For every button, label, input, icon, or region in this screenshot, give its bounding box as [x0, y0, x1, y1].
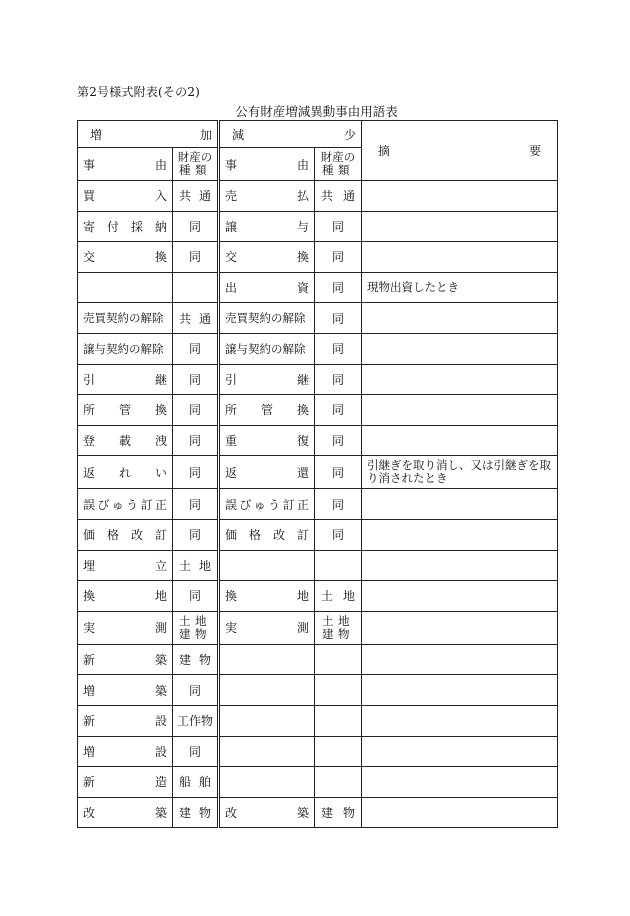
increase-type-cell	[173, 519, 219, 550]
reason-text: 換 地	[83, 589, 167, 604]
reason-text: 引 継	[225, 372, 309, 387]
decrease-type-cell	[315, 767, 362, 798]
decrease-type-cell	[315, 425, 362, 456]
decrease-header	[219, 121, 362, 148]
reason-text: 譲与契約の解除	[225, 341, 306, 356]
property-type-text: 同	[331, 311, 344, 326]
property-type-text: 同	[188, 434, 201, 449]
increase-reason-cell	[78, 736, 173, 767]
property-type-text: 同	[331, 342, 344, 357]
increase-header	[78, 121, 219, 148]
decrease-reason-cell	[219, 425, 315, 456]
decrease-reason-cell	[219, 705, 315, 736]
table-row	[78, 425, 558, 456]
property-type-text: 同	[188, 744, 201, 759]
property-type-text: 同	[188, 219, 201, 234]
property-type-text: 同	[331, 528, 344, 543]
summary-cell	[362, 181, 558, 212]
decrease-type-cell	[315, 333, 362, 364]
reason-text: 誤 び ゅ う 訂 正	[83, 497, 167, 512]
decrease-reason-cell	[219, 644, 315, 675]
decrease-type-cell	[315, 211, 362, 242]
decrease-type-cell	[315, 519, 362, 550]
property-type-text: 同	[188, 528, 201, 543]
increase-reason-cell	[78, 333, 173, 364]
increase-type-cell	[173, 395, 219, 426]
reason-text: 増 築	[83, 683, 167, 698]
increase-type-cell	[173, 489, 219, 520]
summary-cell	[362, 333, 558, 364]
property-type-text: 同	[331, 465, 344, 480]
increase-reason-header	[78, 148, 173, 181]
increase-type-cell	[173, 550, 219, 581]
increase-type-cell	[173, 767, 219, 798]
summary-cell	[362, 211, 558, 242]
summary-cell	[362, 272, 558, 303]
increase-reason-cell	[78, 675, 173, 706]
increase-reason-cell	[78, 364, 173, 395]
increase-reason-cell	[78, 644, 173, 675]
terms-table	[77, 120, 558, 828]
table-row	[78, 456, 558, 489]
table-row	[78, 705, 558, 736]
reason-text: 売買契約の解除	[225, 311, 306, 326]
increase-label: 増 加	[90, 127, 212, 142]
property-type-text: 同	[188, 589, 201, 604]
property-type-text: 同	[331, 250, 344, 265]
table-row	[78, 550, 558, 581]
increase-reason-cell	[78, 211, 173, 242]
reason-text: 交 換	[225, 250, 309, 265]
summary-cell	[362, 489, 558, 520]
property-type-text: 同	[188, 683, 201, 698]
increase-type-cell	[173, 242, 219, 273]
property-type-text: 同	[331, 281, 344, 296]
summary-cell	[362, 519, 558, 550]
increase-reason-cell	[78, 425, 173, 456]
table-row	[78, 736, 558, 767]
increase-type-cell	[173, 644, 219, 675]
decrease-reason-cell	[219, 303, 315, 334]
table-row	[78, 767, 558, 798]
header-row-1	[78, 121, 558, 148]
summary-cell	[362, 364, 558, 395]
summary-cell	[362, 767, 558, 798]
increase-type-cell	[173, 333, 219, 364]
increase-type-cell	[173, 211, 219, 242]
property-type-text: 共 通	[179, 189, 211, 204]
reason-text: 出 資	[225, 281, 309, 296]
table-row	[78, 242, 558, 273]
summary-cell	[362, 550, 558, 581]
reason-text: 新 造	[83, 775, 167, 790]
summary-text: 現物出資したとき	[367, 280, 459, 295]
table-row	[78, 519, 558, 550]
reason-text: 改 築	[83, 805, 167, 820]
increase-type-cell	[173, 425, 219, 456]
increase-type-cell	[173, 272, 219, 303]
table-row	[78, 181, 558, 212]
summary-cell	[362, 675, 558, 706]
table-row	[78, 395, 558, 426]
increase-type-cell	[173, 705, 219, 736]
increase-type-cell	[173, 675, 219, 706]
table-row	[78, 303, 558, 334]
decrease-type-cell	[315, 456, 362, 489]
table-row	[78, 675, 558, 706]
reason-text: 売 払	[225, 189, 309, 204]
increase-reason-cell	[78, 303, 173, 334]
table-row	[78, 333, 558, 364]
increase-reason-cell	[78, 395, 173, 426]
property-type-label: 財産の 種 類	[320, 150, 356, 177]
decrease-reason-cell	[219, 364, 315, 395]
decrease-type-header	[315, 148, 362, 181]
decrease-type-cell	[315, 797, 362, 828]
summary-text: 引継ぎを取り消し、又は引継ぎを取り消されたとき	[367, 458, 551, 486]
table-row	[78, 581, 558, 612]
decrease-type-cell	[315, 581, 362, 612]
table-row	[78, 489, 558, 520]
reason-text: 価 格 改 訂	[225, 528, 309, 543]
table-row	[78, 364, 558, 395]
decrease-type-cell	[315, 242, 362, 273]
decrease-reason-cell	[219, 395, 315, 426]
table-row	[78, 211, 558, 242]
decrease-reason-cell	[219, 181, 315, 212]
decrease-type-cell	[315, 550, 362, 581]
increase-type-cell	[173, 581, 219, 612]
decrease-reason-cell	[219, 519, 315, 550]
increase-reason-cell	[78, 489, 173, 520]
property-type-text: 同	[331, 403, 344, 418]
summary-cell	[362, 736, 558, 767]
property-type-text: 同	[188, 250, 201, 265]
property-type-text: 建 物	[321, 805, 355, 820]
increase-type-cell	[173, 456, 219, 489]
reason-text: 改 築	[225, 805, 309, 820]
decrease-reason-cell	[219, 242, 315, 273]
increase-type-cell	[173, 611, 219, 644]
decrease-type-cell	[315, 272, 362, 303]
reason-text: 新 築	[83, 653, 167, 668]
property-type-text: 土 地 建 物	[322, 613, 350, 641]
property-type-text: 同	[188, 372, 201, 387]
property-type-text: 同	[188, 342, 201, 357]
decrease-reason-cell	[219, 736, 315, 767]
reason-text: 譲与契約の解除	[83, 341, 164, 356]
reason-text: 引 継	[83, 372, 167, 387]
property-type-text: 土 地	[179, 558, 211, 573]
increase-type-header	[173, 148, 219, 181]
property-type-text: 同	[331, 219, 344, 234]
increase-reason-cell	[78, 181, 173, 212]
decrease-reason-cell	[219, 550, 315, 581]
summary-cell	[362, 395, 558, 426]
summary-cell	[362, 242, 558, 273]
summary-cell	[362, 611, 558, 644]
increase-type-cell	[173, 303, 219, 334]
reason-text: 実 測	[83, 621, 167, 636]
summary-cell	[362, 797, 558, 828]
table-row	[78, 272, 558, 303]
reason-text: 価 格 改 訂	[83, 528, 167, 543]
increase-reason-cell	[78, 705, 173, 736]
table-row	[78, 797, 558, 828]
decrease-type-cell	[315, 181, 362, 212]
increase-reason-cell	[78, 272, 173, 303]
reason-text: 重 復	[225, 434, 309, 449]
property-type-text: 共 通	[321, 189, 355, 204]
reason-text: 返 還	[225, 465, 309, 480]
reason-text: 登 載 洩	[83, 434, 167, 449]
reason-text: 買 入	[83, 189, 167, 204]
decrease-reason-cell	[219, 611, 315, 644]
reason-text: 寄 付 採 納	[83, 219, 167, 234]
decrease-reason-cell	[219, 272, 315, 303]
decrease-type-cell	[315, 675, 362, 706]
reason-label: 事 由	[225, 157, 309, 172]
reason-text: 所 管 換	[83, 403, 167, 418]
reason-text: 返 れ い	[83, 465, 167, 480]
decrease-reason-cell	[219, 581, 315, 612]
form-label: 第2号様式附表(その2)	[77, 85, 201, 99]
reason-text: 換 地	[225, 589, 309, 604]
increase-type-cell	[173, 797, 219, 828]
property-type-text: 同	[188, 465, 201, 480]
reason-text: 交 換	[83, 250, 167, 265]
decrease-reason-header	[219, 148, 315, 181]
reason-text: 実 測	[225, 621, 309, 636]
property-type-text: 同	[188, 497, 201, 512]
property-type-text: 共 通	[179, 311, 211, 326]
property-type-text: 建 物	[179, 653, 211, 668]
decrease-type-cell	[315, 489, 362, 520]
reason-text: 新 設	[83, 714, 167, 729]
property-type-text: 同	[331, 372, 344, 387]
summary-cell	[362, 705, 558, 736]
reason-text: 埋 立	[83, 558, 167, 573]
summary-cell	[362, 644, 558, 675]
table-title: 公有財産増減異動事由用語表	[235, 104, 398, 119]
reason-text: 所 管 換	[225, 403, 309, 418]
summary-cell	[362, 303, 558, 334]
decrease-label: 減 少	[232, 127, 356, 142]
reason-text: 売買契約の解除	[83, 311, 164, 326]
property-type-text: 同	[331, 434, 344, 449]
property-type-text: 土 地 建 物	[179, 613, 207, 641]
property-type-text: 船 舶	[179, 775, 211, 790]
decrease-reason-cell	[219, 767, 315, 798]
decrease-type-cell	[315, 303, 362, 334]
increase-reason-cell	[78, 519, 173, 550]
property-type-text: 同	[331, 497, 344, 512]
increase-reason-cell	[78, 550, 173, 581]
reason-text: 誤 び ゅ う 訂 正	[225, 497, 309, 512]
summary-cell	[362, 425, 558, 456]
summary-cell	[362, 581, 558, 612]
increase-type-cell	[173, 364, 219, 395]
summary-header	[362, 121, 558, 181]
reason-text: 譲 与	[225, 219, 309, 234]
decrease-type-cell	[315, 395, 362, 426]
property-type-text: 同	[188, 403, 201, 418]
decrease-type-cell	[315, 705, 362, 736]
decrease-reason-cell	[219, 211, 315, 242]
decrease-type-cell	[315, 364, 362, 395]
decrease-type-cell	[315, 644, 362, 675]
increase-reason-cell	[78, 581, 173, 612]
property-type-text: 建 物	[179, 805, 211, 820]
increase-type-cell	[173, 181, 219, 212]
decrease-type-cell	[315, 736, 362, 767]
table-row	[78, 611, 558, 644]
increase-reason-cell	[78, 242, 173, 273]
summary-label: 摘 要	[378, 144, 541, 158]
decrease-reason-cell	[219, 333, 315, 364]
property-type-label: 財産の 種 類	[177, 150, 213, 177]
increase-reason-cell	[78, 797, 173, 828]
reason-text: 増 設	[83, 744, 167, 759]
increase-reason-cell	[78, 611, 173, 644]
increase-reason-cell	[78, 456, 173, 489]
table-row	[78, 644, 558, 675]
reason-label: 事 由	[83, 157, 167, 172]
decrease-reason-cell	[219, 489, 315, 520]
decrease-reason-cell	[219, 797, 315, 828]
decrease-reason-cell	[219, 456, 315, 489]
decrease-reason-cell	[219, 675, 315, 706]
property-type-text: 工作物	[176, 714, 213, 729]
summary-cell	[362, 456, 558, 489]
property-type-text: 土 地	[321, 589, 355, 604]
increase-type-cell	[173, 736, 219, 767]
increase-reason-cell	[78, 767, 173, 798]
decrease-type-cell	[315, 611, 362, 644]
